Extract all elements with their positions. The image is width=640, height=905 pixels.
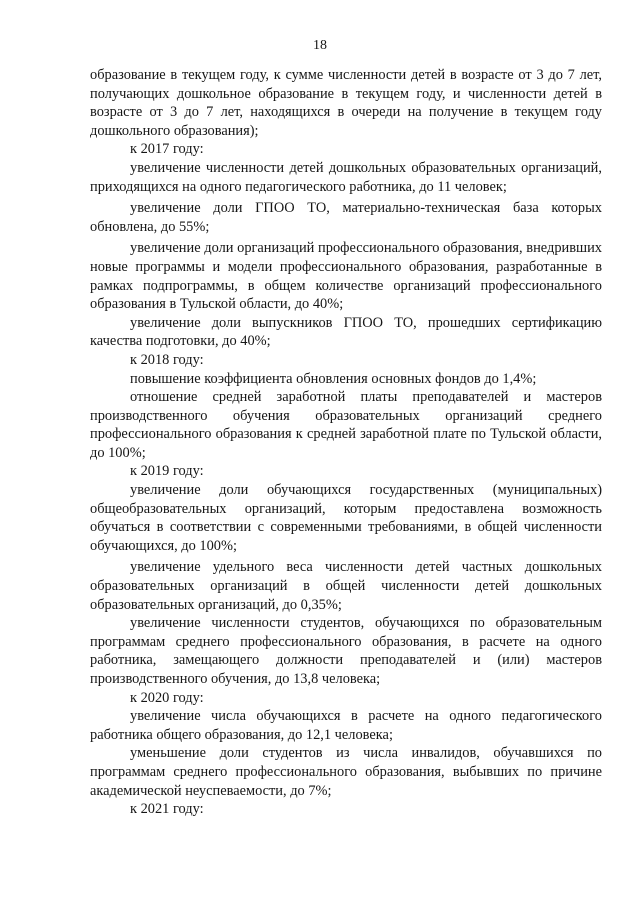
- paragraph: увеличение удельного веса численности детей частных дошкольных образовательных организаций в общей численности детей дошкольных образовательных организаций, до 0,35%;: [90, 559, 602, 613]
- paragraph: уменьшение доли студентов из числа инвалидов, обучавшихся по программам среднего профессионального образования, выбывших по причине академической неуспеваемости, до 7%;: [90, 745, 602, 799]
- paragraph: увеличение доли организаций профессионального образования, внедривших новые программы и модели профессионального образования, разработанные в рамках подпрограммы, в общем количестве организаций профессионального образования в Тульской области, до 40%;: [90, 240, 602, 313]
- paragraph: увеличение доли выпускников ГПОО ТО, прошедших сертификацию качества подготовки, до 40%;: [90, 314, 602, 350]
- paragraph: увеличение численности студентов, обучающихся по образовательным программам среднего профессионального образования, в расчете на одного работника, замещающего должности преподавателей и (или) мастеров производственного обучения, до 13,8 человека;: [90, 615, 602, 687]
- paragraph: повышение коэффициента обновления основных фондов до 1,4%;: [130, 370, 537, 387]
- year-heading-2021: к 2021 году:: [130, 801, 204, 818]
- paragraph: увеличение числа обучающихся в расчете на одного педагогического работника общего образования, до 12,1 человека;: [90, 708, 602, 743]
- paragraph: увеличение доли обучающихся государственных (муниципальных) общеобразовательных организаций, которым предоставлена возможность обучаться в соответствии с современными требованиями, в общей численности обучающихся, до 100%;: [90, 482, 602, 554]
- year-heading-2019: к 2019 году:: [130, 463, 204, 480]
- page-number: 18: [313, 38, 327, 53]
- paragraph-continuation: образование в текущем году, к сумме численности детей в возрасте от 3 до 7 лет, получающих дошкольное образование в текущем году, и численности детей в возрасте от 3 до 7 лет, находящихся в очереди на получение в текущем году дошкольного образования);: [90, 67, 602, 139]
- paragraph: отношение средней заработной платы преподавателей и мастеров производственного обучения образовательных организаций среднего профессионального образования к средней заработной плате по Тульской области, до 100%;: [90, 389, 602, 461]
- year-heading-2017: к 2017 году:: [130, 141, 204, 158]
- year-heading-2020: к 2020 году:: [130, 689, 204, 706]
- paragraph: увеличение доли ГПОО ТО, материально-техническая база которых обновлена, до 55%;: [90, 200, 602, 235]
- paragraph: увеличение численности детей дошкольных образовательных организаций, приходящихся на одного педагогического работника, до 11 человек;: [90, 159, 602, 195]
- year-heading-2018: к 2018 году:: [130, 351, 204, 368]
- document-body: [90, 66, 602, 819]
